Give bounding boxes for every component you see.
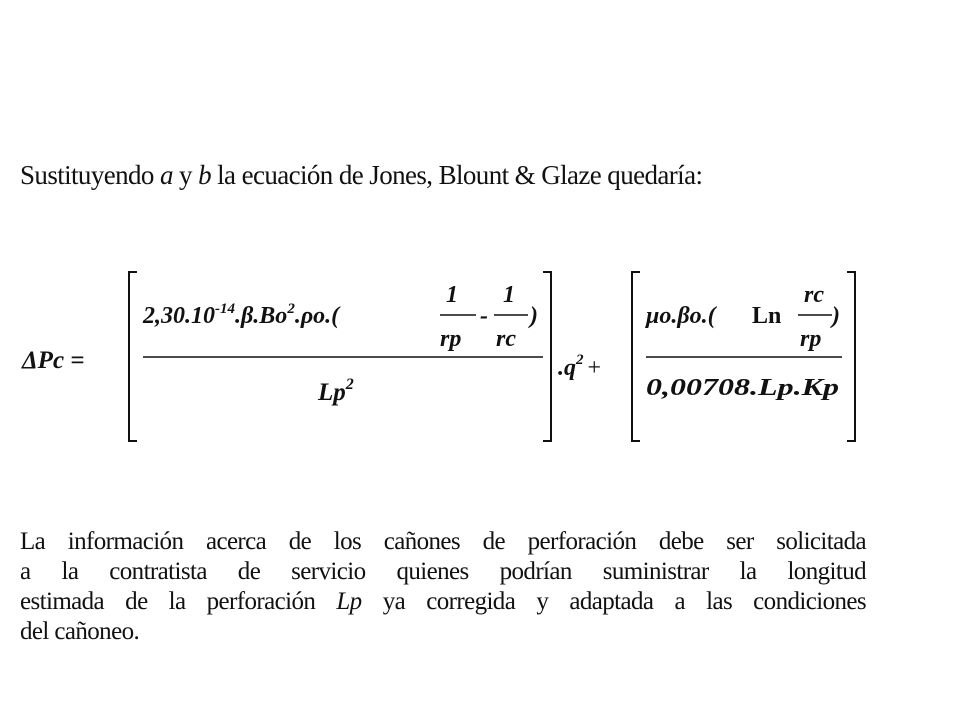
plus-sign: + <box>587 355 602 381</box>
intro-suffix: la ecuación de Jones, Blount & Glaze quedaría: <box>210 160 703 190</box>
term1-exponent: -14 <box>215 301 235 317</box>
intro-prefix: Sustituyendo <box>20 160 160 190</box>
frac2-numerator: 1 <box>503 282 515 308</box>
term1-coefficient: 2,30.10 <box>143 303 215 329</box>
variable-lp: Lp <box>336 588 362 615</box>
left-bracket-2 <box>632 272 640 441</box>
paragraph-line-2: a la contratista de servicio quienes podrían suministrar la longitud <box>20 558 866 585</box>
term1-numerator <box>142 301 341 329</box>
line3-prefix: estimada de la perforación <box>20 588 337 615</box>
term1-denominator: Lp$^2$ <box>318 376 354 406</box>
term2-denominator: 0,00708.Lp.Kp <box>646 375 839 401</box>
line3-suffix: ya corregida y adaptada a las condiciones <box>361 588 866 615</box>
paragraph-line-3 <box>20 587 866 617</box>
ln-denominator: rp <box>800 326 822 352</box>
left-bracket-1 <box>129 272 137 441</box>
variable-b: b <box>198 160 211 190</box>
q-exponent: 2 <box>576 352 584 368</box>
frac1-numerator: 1 <box>446 282 458 308</box>
term1-bo-exponent: 2 <box>287 301 295 317</box>
right-bracket-2 <box>847 272 855 441</box>
equation-lhs: ΔPc = <box>22 347 85 374</box>
frac2-denominator: rc <box>496 326 516 352</box>
paragraph-line-4: del cañoneo. <box>20 618 140 645</box>
q-term: $.q^2$ + <box>558 352 602 381</box>
term1-close-paren: ) <box>530 303 538 329</box>
term1-den-exponent: 2 <box>345 376 354 393</box>
right-bracket-1 <box>543 272 551 441</box>
variable-a: a <box>159 160 173 190</box>
paragraph-line-1: La información acerca de los cañones de perforación debe ser solicitada <box>20 528 866 555</box>
term1-beta-bo: .β.Bo <box>235 303 288 329</box>
ln-numerator: rc <box>804 282 824 308</box>
body-paragraph <box>20 527 866 647</box>
pressure-drop-equation <box>0 250 900 450</box>
term2-numerator: μo.βo.( <box>646 303 716 329</box>
term1-rho: .ρo.( <box>294 303 340 329</box>
ln-label: Ln <box>752 303 782 329</box>
frac-minus: - <box>480 303 488 329</box>
intro-mid: y <box>172 160 199 190</box>
frac1-denominator: rp <box>440 326 462 352</box>
intro-sentence <box>20 158 702 192</box>
term2-close-paren: ) <box>832 303 840 329</box>
